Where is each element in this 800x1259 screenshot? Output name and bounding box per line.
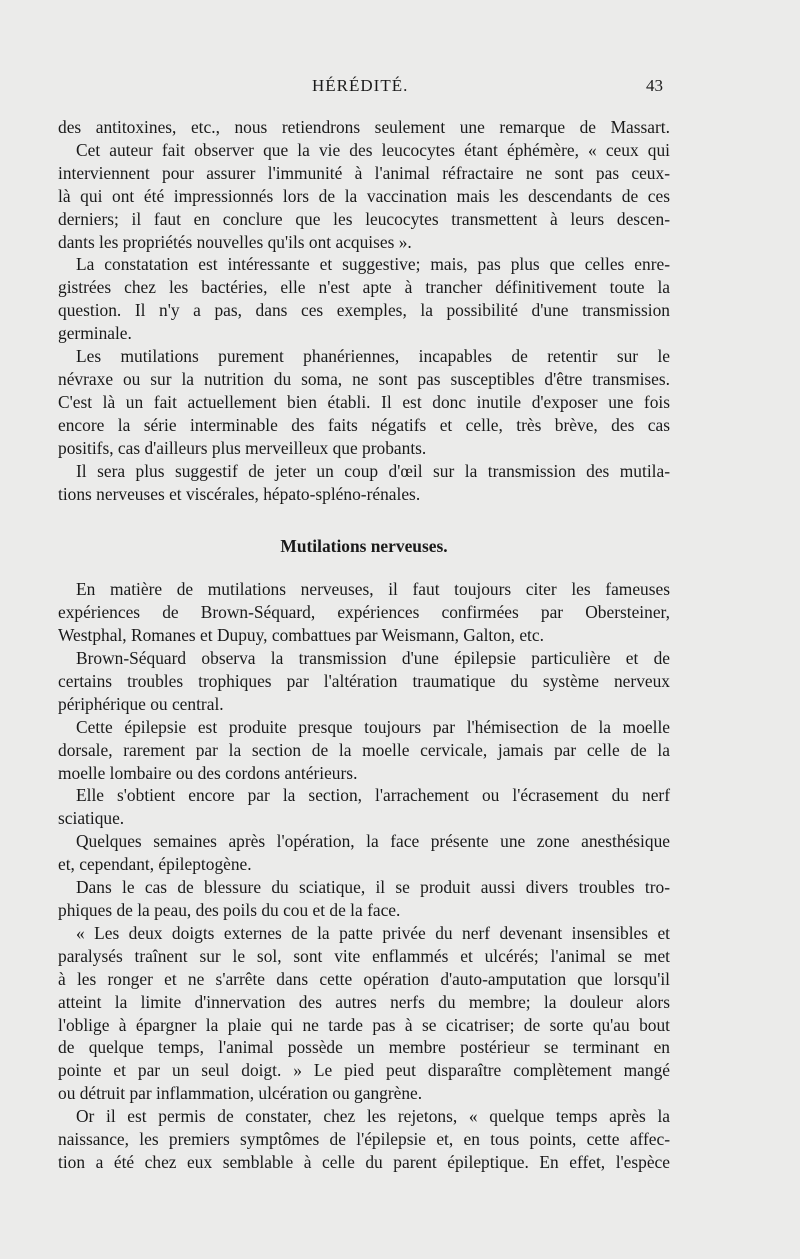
- text-line: Brown-Séquard observa la transmission d'une épilepsie particulière et de: [76, 648, 670, 669]
- page-number: 43: [646, 76, 663, 95]
- text-line: paralysés traînent sur le sol, sont vite enflammés et ulcérés; l'animal se met: [58, 945, 670, 966]
- text-line: Dans le cas de blessure du sciatique, il se produit aussi divers troubles tro-: [76, 877, 670, 898]
- text-line: de quelque temps, l'animal possède un membre postérieur se terminant en: [58, 1037, 670, 1058]
- text-line: et, cependant, épileptogène.: [58, 854, 252, 875]
- text-line: C'est là un fait actuellement bien établi. Il est donc inutile d'exposer une fois: [58, 391, 670, 412]
- body-text: [58, 116, 670, 1174]
- text-line: Westphal, Romanes et Dupuy, combattues par Weismann, Galton, etc.: [58, 625, 544, 646]
- text-line: germinale.: [58, 323, 132, 344]
- text-line: dorsale, rarement par la section de la moelle cervicale, jamais par celle de la: [58, 739, 670, 760]
- text-line: La constatation est intéressante et suggestive; mais, pas plus que celles enre-: [76, 254, 670, 275]
- text-line: En matière de mutilations nerveuses, il faut toujours citer les fameuses: [76, 579, 670, 600]
- text-line: atteint la limite d'innervation des autres nerfs du membre; la douleur alors: [58, 991, 670, 1012]
- text-line: Elle s'obtient encore par la section, l'arrachement ou l'écrasement du nerf: [76, 785, 670, 806]
- text-line: pointe et par un seul doigt. » Le pied peut disparaître complètement mangé: [58, 1060, 670, 1081]
- running-head: HÉRÉDITÉ.: [312, 76, 409, 95]
- text-line: encore la série interminable des faits négatifs et celle, très brève, des cas: [58, 414, 670, 435]
- text-line: phiques de la peau, des poils du cou et de la face.: [58, 900, 401, 920]
- text-line: Cet auteur fait observer que la vie des leucocytes étant éphémère, « ceux qui: [76, 139, 670, 160]
- text-line: l'oblige à épargner la plaie qui ne tarde pas à se cicatriser; de sorte qu'au bout: [58, 1014, 670, 1035]
- text-line: des antitoxines, etc., nous retiendrons seulement une remarque de Massart.: [58, 117, 670, 137]
- text-line: là qui ont été impressionnés lors de la vaccination mais les descendants de ces: [58, 185, 670, 206]
- text-line: à les ronger et ne s'arrête dans cette opération d'auto-amputation que lorsqu'il: [58, 968, 670, 989]
- text-line: gistrées chez les bactéries, elle n'est apte à trancher définitivement toute la: [58, 277, 670, 298]
- text-line: derniers; il faut en conclure que les leucocytes transmettent à leurs descen-: [58, 208, 670, 229]
- text-line: sciatique.: [58, 808, 125, 829]
- text-line: Or il est permis de constater, chez les rejetons, « quelque temps après la: [76, 1106, 670, 1127]
- text-line: interviennent pour assurer l'immunité à l'animal réfractaire ne sont pas ceux-: [58, 162, 670, 183]
- text-line: certains troubles trophiques par l'altération traumatique du système nerveux: [58, 670, 670, 691]
- text-line: expériences de Brown-Séquard, expériences confirmées par Obersteiner,: [58, 602, 670, 623]
- text-line: positifs, cas d'ailleurs plus merveilleux que probants.: [58, 437, 427, 458]
- text-line: Quelques semaines après l'opération, la face présente une zone anesthésique: [76, 831, 670, 852]
- text-line: dants les propriétés nouvelles qu'ils ont acquises ».: [58, 231, 412, 252]
- section-heading: Mutilations nerveuses.: [280, 536, 448, 557]
- text-line: question. Il n'y a pas, dans ces exemples, la possibilité d'une transmission: [58, 300, 670, 321]
- text-line: naissance, les premiers symptômes de l'épilepsie et, en tous points, cette affec-: [58, 1129, 670, 1150]
- text-line: Cette épilepsie est produite presque toujours par l'hémisection de la moelle: [76, 716, 670, 737]
- text-line: ou détruit par inflammation, ulcération ou gangrène.: [58, 1083, 423, 1104]
- text-line: Les mutilations purement phanériennes, incapables de retentir sur le: [76, 346, 670, 367]
- text-line: névraxe ou sur la nutrition du soma, ne sont pas susceptibles d'être transmises.: [58, 368, 670, 389]
- text-line: « Les deux doigts externes de la patte privée du nerf devenant insensibles et: [76, 922, 670, 943]
- page-header: [0, 76, 800, 100]
- text-line: tion a été chez eux semblable à celle du parent épileptique. En effet, l'espèce: [58, 1151, 670, 1172]
- text-line: périphérique ou central.: [58, 693, 224, 714]
- text-line: tions nerveuses et viscérales, hépato-spléno-rénales.: [58, 483, 421, 504]
- text-line: Il sera plus suggestif de jeter un coup d'œil sur la transmission des mutila-: [76, 460, 670, 481]
- text-line: moelle lombaire ou des cordons antérieurs.: [58, 762, 358, 783]
